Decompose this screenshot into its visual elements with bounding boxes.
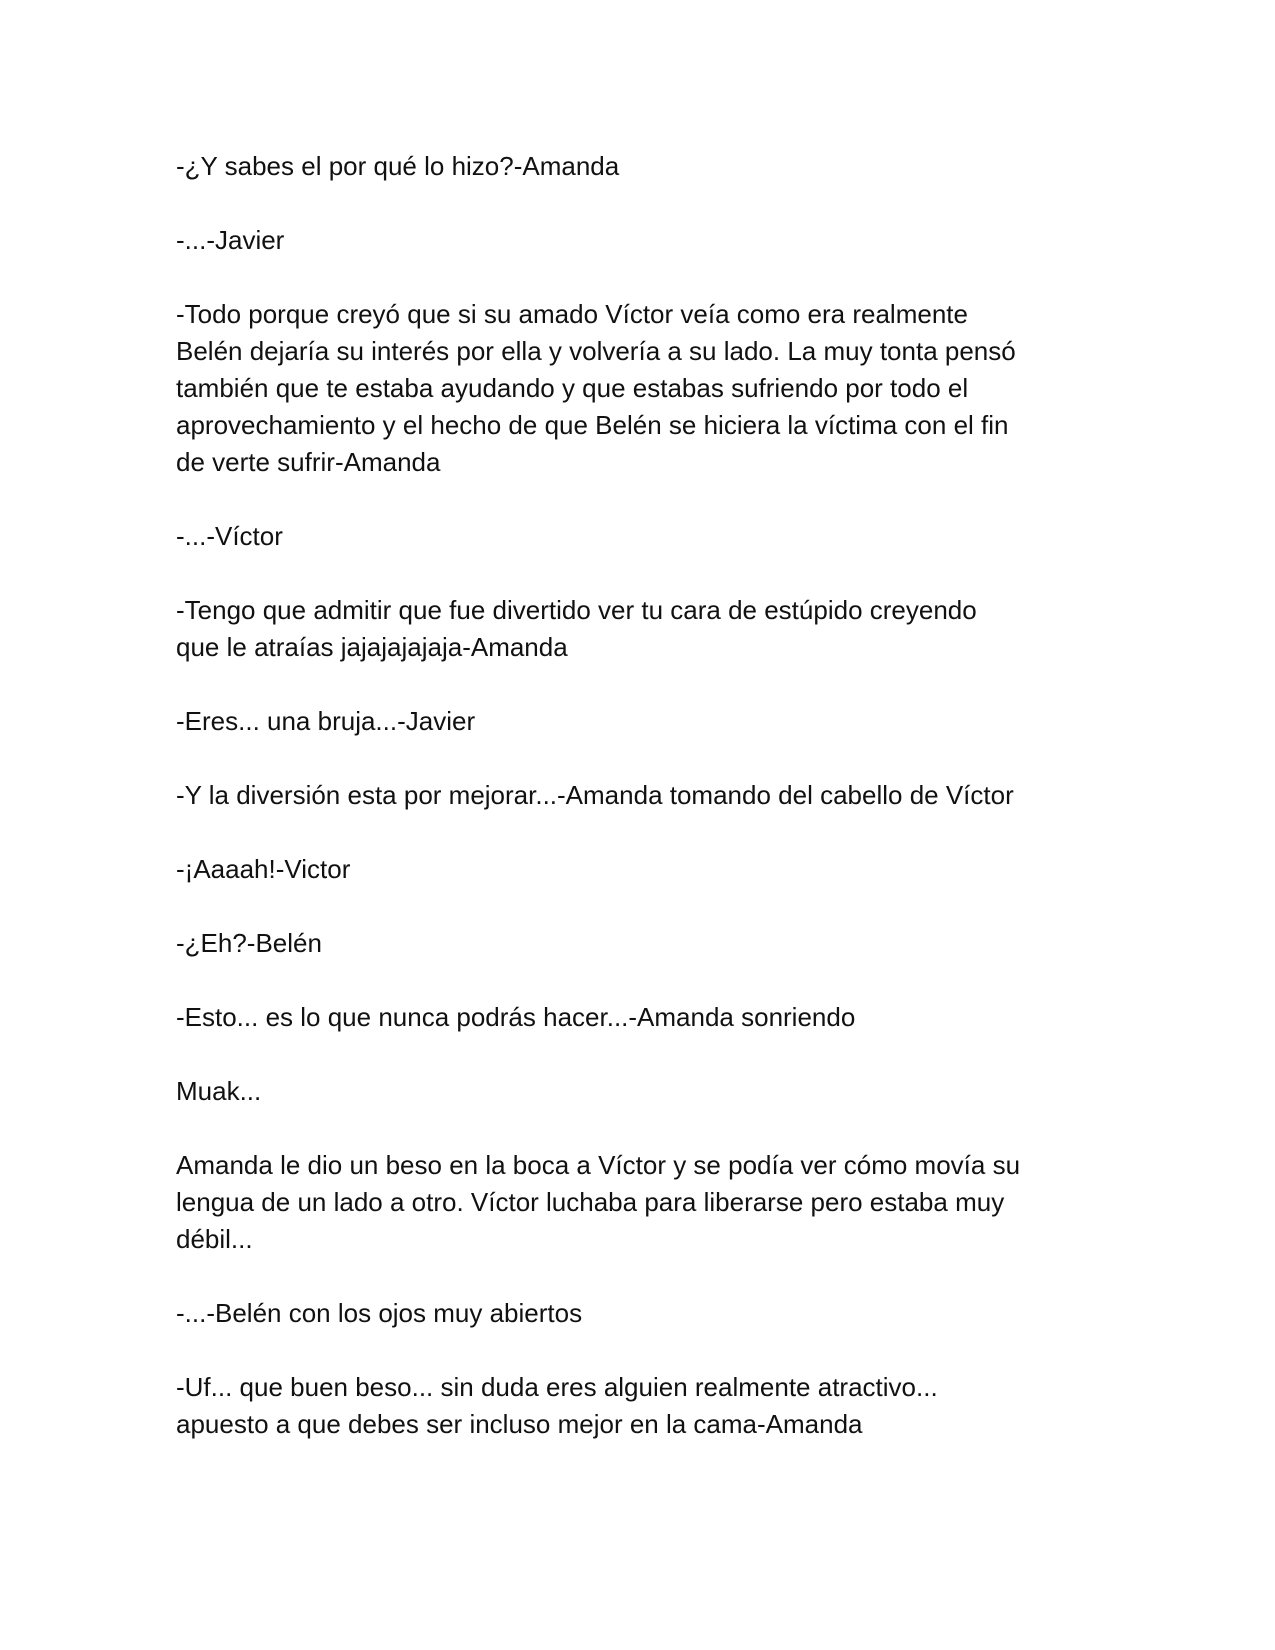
paragraph: -Eres... una bruja...-Javier [176,706,476,736]
paragraph: -Esto... es lo que nunca podrás hacer...-Amanda sonriendo [176,1002,856,1032]
paragraph: -Tengo que admitir que fue divertido ver tu cara de estúpido creyendo que le atraías jajajajajaja-Amanda [176,595,977,662]
paragraph: -Y la diversión esta por mejorar...-Amanda tomando del cabello de Víctor [176,780,1014,810]
paragraph: -...-Javier [176,225,285,255]
paragraph: Amanda le dio un beso en la boca a Víctor y se podía ver cómo movía su lengua de un lado a otro. Víctor luchaba para liberarse pero estaba muy débil... [176,1150,1021,1254]
paragraph: -¿Eh?-Belén [176,928,322,958]
paragraph: -...-Belén con los ojos muy abiertos [176,1298,583,1328]
paragraph: -Uf... que buen beso... sin duda eres alguien realmente atractivo... apuesto a que debes ser incluso mejor en la cama-Amanda [176,1372,938,1439]
paragraph: -Todo porque creyó que si su amado Víctor veía como era realmente Belén dejaría su interés por ella y volvería a su lado. La muy tonta pensó también que te estaba ayudando y que estabas sufriendo por todo el aprovechamiento y el hecho de que Belén se hiciera la víctima con el fin de verte sufrir-Amanda [176,299,1016,477]
document-page [176,148,1096,1480]
paragraph: -¿Y sabes el por qué lo hizo?-Amanda [176,151,620,181]
paragraph: Muak... [176,1076,262,1106]
paragraph: -¡Aaaah!-Victor [176,854,351,884]
paragraph: -...-Víctor [176,521,283,551]
